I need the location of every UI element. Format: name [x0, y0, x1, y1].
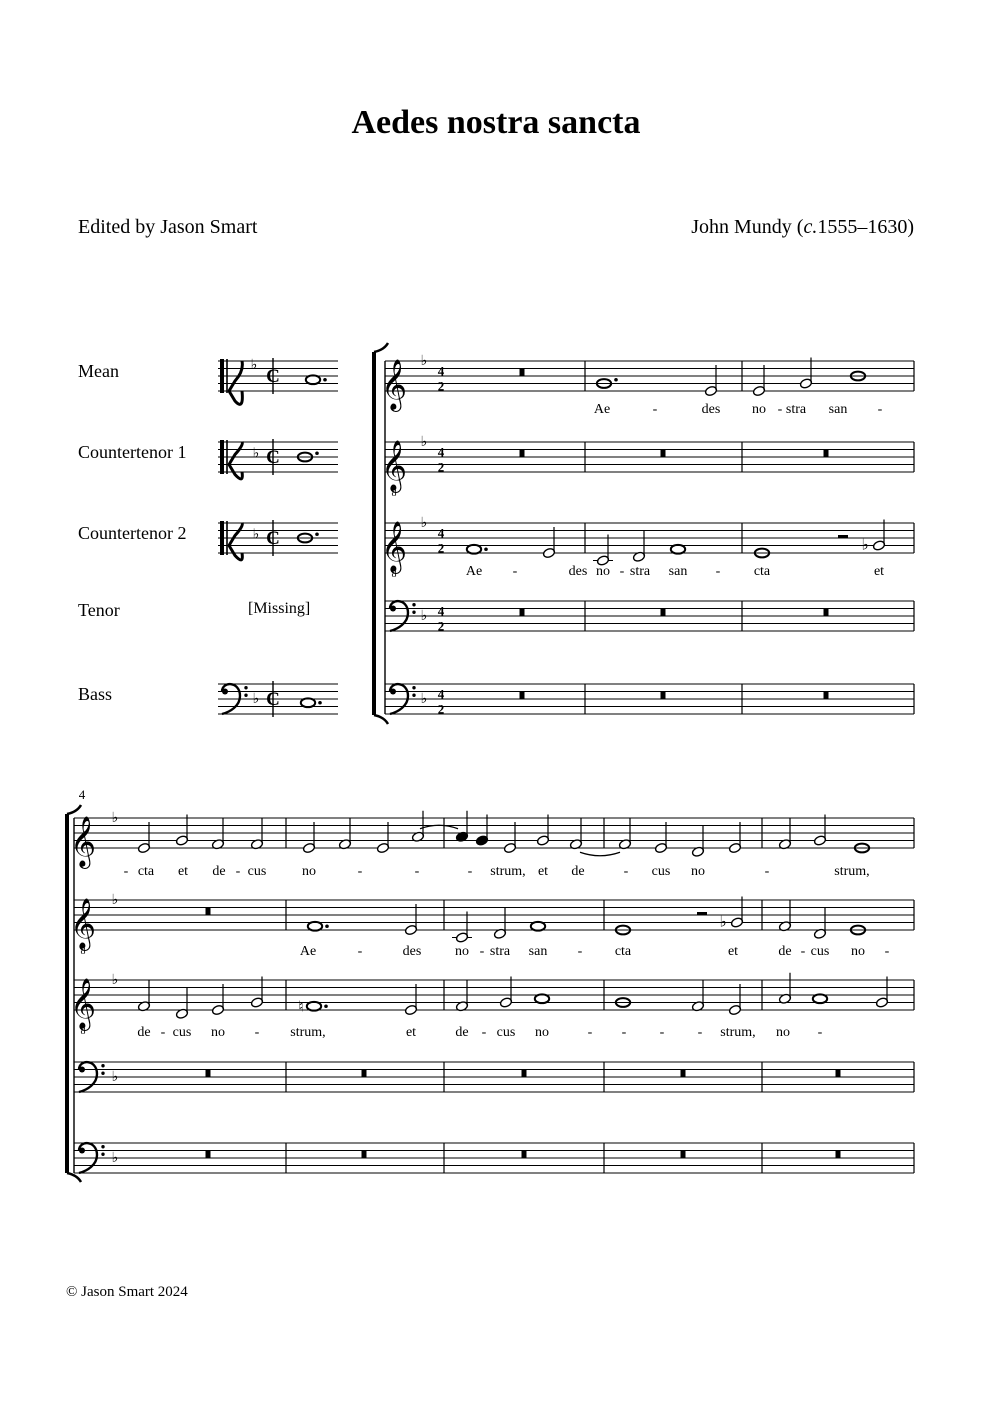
- breve-rest: [681, 1070, 686, 1078]
- tie: [580, 852, 620, 856]
- minim-rest: [838, 535, 848, 538]
- breve-rest: [661, 450, 666, 458]
- lyric-syllable: -: [877, 402, 883, 417]
- key-signature-flat: ♭: [111, 1151, 119, 1166]
- breve-rest: [206, 1151, 211, 1159]
- lyric-syllable: san: [668, 564, 688, 579]
- key-signature-flat: ♭: [252, 692, 260, 707]
- natural-accidental: ♮: [298, 999, 304, 1016]
- c-clef: [229, 523, 242, 546]
- lyric-syllable: -: [123, 864, 129, 879]
- treble-clef: 𝄞: [69, 979, 97, 1028]
- lyric-syllable: cus: [172, 1025, 192, 1040]
- time-signature-bottom: 2: [437, 378, 445, 394]
- lyric-syllable: cus: [810, 944, 830, 959]
- note-head: [535, 994, 549, 1003]
- lyric-syllable: -: [764, 864, 770, 879]
- breve-rest: [824, 450, 829, 458]
- breve-rest: [520, 692, 525, 700]
- lyric-syllable: san: [528, 944, 548, 959]
- lyric-syllable: cus: [247, 864, 267, 879]
- lyric-syllable: no: [211, 1025, 225, 1040]
- bass-clef-dot: [244, 686, 247, 689]
- time-signature-top: 4: [437, 444, 445, 460]
- c-clef: [220, 521, 224, 555]
- lyric-syllable: et: [537, 864, 549, 879]
- time-signature-bottom: 2: [437, 459, 445, 475]
- bass-clef-dot: [101, 1064, 104, 1067]
- composer-dates: 1555–1630): [817, 216, 914, 238]
- time-signature-top: 4: [437, 603, 445, 619]
- lyric-syllable: cus: [496, 1025, 516, 1040]
- lyric-syllable: cta: [614, 944, 632, 959]
- breve-rest: [206, 908, 211, 916]
- lyric-syllable: stra: [489, 944, 511, 959]
- lyric-syllable: -: [715, 564, 721, 579]
- lyric-syllable: -: [652, 402, 658, 417]
- lyric-syllable: -: [479, 944, 485, 959]
- voice-name-bass: Bass: [78, 684, 113, 704]
- lyric-syllable: no: [455, 944, 469, 959]
- key-signature-flat: ♭: [420, 516, 428, 531]
- lyric-syllable: -: [160, 1025, 166, 1040]
- lyric-syllable: stra: [785, 402, 807, 417]
- composer-name: John Mundy (: [691, 216, 804, 238]
- bass-clef-dot: [222, 689, 228, 695]
- key-signature-flat: ♭: [250, 357, 258, 373]
- cut-time-signature: C: [266, 366, 280, 387]
- lyric-syllable: -: [357, 944, 363, 959]
- lyric-syllable: -: [481, 1025, 487, 1040]
- note-head: [531, 922, 545, 931]
- note-head: [301, 698, 315, 707]
- bass-clef-dot: [79, 1067, 85, 1073]
- breve-rest: [520, 450, 525, 458]
- lyric-syllable: san: [828, 402, 848, 417]
- lyric-syllable: Ae: [299, 944, 317, 959]
- bracket-hook: [67, 805, 81, 814]
- lyric-syllable: cta: [137, 864, 155, 879]
- key-signature-flat: ♭: [252, 527, 260, 543]
- lyric-syllable: -: [587, 1025, 593, 1040]
- time-signature-bottom: 2: [437, 540, 445, 556]
- lyric-syllable: des: [402, 944, 422, 959]
- voice-name-tenor: Tenor: [78, 600, 120, 620]
- lyric-syllable: de: [455, 1025, 469, 1040]
- lyric-syllable: des: [701, 402, 721, 417]
- lyric-syllable: -: [467, 864, 473, 879]
- treble-clef: 𝄞: [69, 817, 97, 866]
- key-signature-flat: ♭: [420, 435, 428, 450]
- key-signature-flat: ♭: [111, 1070, 119, 1085]
- composer-circa: c.: [803, 216, 818, 238]
- voice-name-countertenor-2: Countertenor 2: [78, 523, 187, 543]
- note-head: [308, 922, 322, 931]
- augmentation-dot: [315, 451, 319, 455]
- bass-clef-dot: [390, 689, 396, 695]
- octave-marker: 8: [391, 569, 397, 580]
- lyric-syllable: stra: [629, 564, 651, 579]
- bass-clef-dot: [101, 1072, 104, 1075]
- lyric-syllable: Ae: [593, 402, 611, 417]
- augmentation-dot: [325, 924, 329, 928]
- breve-rest: [661, 609, 666, 617]
- treble-clef: 𝄞: [380, 522, 408, 571]
- treble-clef: 𝄞: [380, 441, 408, 490]
- breve-rest: [661, 692, 666, 700]
- c-clef: [229, 391, 242, 404]
- lyric-syllable: -: [697, 1025, 703, 1040]
- note-head: [467, 545, 481, 554]
- measure-number: 4: [78, 787, 86, 802]
- c-clef: [229, 442, 242, 465]
- lyric-syllable: strum,: [834, 864, 870, 879]
- bass-clef-dot: [412, 686, 415, 689]
- lyric-syllable: -: [800, 944, 806, 959]
- minim-rest: [697, 912, 707, 915]
- key-signature-flat: ♭: [111, 893, 119, 908]
- treble-clef: 𝄞: [380, 360, 408, 409]
- lyric-syllable: no: [302, 864, 316, 879]
- lyric-syllable: -: [817, 1025, 823, 1040]
- time-signature-top: 4: [437, 525, 445, 541]
- lyric-syllable: et: [727, 944, 739, 959]
- page-title: Aedes nostra sancta: [351, 104, 641, 141]
- breve-rest: [824, 609, 829, 617]
- note-head: [671, 545, 685, 554]
- lyric-syllable: strum,: [490, 864, 526, 879]
- lyric-syllable: et: [177, 864, 189, 879]
- bass-clef-dot: [101, 1153, 104, 1156]
- bass-clef-dot: [412, 611, 415, 614]
- lyric-syllable: no: [535, 1025, 549, 1040]
- cut-time-signature: C: [266, 528, 280, 549]
- lyric-syllable: et: [873, 564, 885, 579]
- key-signature-flat: ♭: [111, 973, 119, 988]
- lyric-syllable: -: [414, 864, 420, 879]
- lyric-syllable: -: [512, 564, 518, 579]
- breve-rest: [836, 1151, 841, 1159]
- key-signature-flat: ♭: [420, 354, 428, 369]
- lyric-syllable: des: [568, 564, 588, 579]
- octave-marker: 8: [80, 946, 86, 957]
- lyric-syllable: de: [212, 864, 226, 879]
- lyric-syllable: de: [137, 1025, 151, 1040]
- note-head: [813, 994, 827, 1003]
- lyric-syllable: Ae: [465, 564, 483, 579]
- bass-clef-dot: [101, 1145, 104, 1148]
- lyric-syllable: strum,: [290, 1025, 326, 1040]
- c-clef: [220, 440, 224, 474]
- bracket-hook: [374, 343, 388, 352]
- lyric-syllable: no: [851, 944, 865, 959]
- lyric-syllable: -: [619, 564, 625, 579]
- breve-rest: [520, 369, 525, 377]
- augmentation-dot: [324, 1004, 328, 1008]
- bass-clef-dot: [390, 606, 396, 612]
- cut-time-signature: C: [266, 689, 280, 710]
- treble-clef: 𝄞: [69, 899, 97, 948]
- c-clef: [220, 359, 224, 393]
- augmentation-dot: [315, 532, 319, 536]
- lyric-syllable: -: [777, 402, 783, 417]
- lyric-syllable: de: [571, 864, 585, 879]
- copyright-notice: © Jason Smart 2024: [66, 1284, 188, 1300]
- lyric-syllable: strum,: [720, 1025, 756, 1040]
- lyric-syllable: cta: [753, 564, 771, 579]
- augmentation-dot: [318, 701, 322, 705]
- lyric-syllable: no: [596, 564, 610, 579]
- breve-rest: [522, 1151, 527, 1159]
- augmentation-dot: [484, 547, 488, 551]
- flat-accidental: ♭: [861, 537, 869, 554]
- bass-clef-dot: [412, 694, 415, 697]
- voice-name-mean: Mean: [78, 361, 119, 381]
- lyric-syllable: -: [254, 1025, 260, 1040]
- lyric-syllable: -: [623, 864, 629, 879]
- lyric-syllable: no: [752, 402, 766, 417]
- breve-rest: [362, 1151, 367, 1159]
- lyric-syllable: cus: [651, 864, 671, 879]
- bass-clef-dot: [412, 603, 415, 606]
- flat-accidental: ♭: [719, 914, 727, 931]
- breve-rest: [681, 1151, 686, 1159]
- augmentation-dot: [323, 378, 327, 382]
- breve-rest: [206, 1070, 211, 1078]
- octave-marker: 8: [391, 488, 397, 499]
- breve-rest: [520, 609, 525, 617]
- time-signature-bottom: 2: [437, 618, 445, 634]
- bracket-hook: [67, 1173, 81, 1182]
- bracket-hook: [374, 715, 388, 724]
- note-head: [307, 1002, 321, 1011]
- tenor-incipit-missing: [Missing]: [248, 600, 311, 617]
- lyric-syllable: -: [235, 864, 241, 879]
- breve-rest: [836, 1070, 841, 1078]
- bass-clef-dot: [79, 1148, 85, 1154]
- voice-name-countertenor-1: Countertenor 1: [78, 442, 187, 462]
- lyric-syllable: -: [357, 864, 363, 879]
- breve-rest: [522, 1070, 527, 1078]
- lyric-syllable: et: [405, 1025, 417, 1040]
- key-signature-flat: ♭: [420, 692, 428, 707]
- note-head: [306, 375, 320, 384]
- breve-rest: [824, 692, 829, 700]
- lyric-syllable: no: [691, 864, 705, 879]
- lyric-syllable: -: [577, 944, 583, 959]
- time-signature-top: 4: [437, 686, 445, 702]
- time-signature-bottom: 2: [437, 701, 445, 717]
- lyric-syllable: -: [884, 944, 890, 959]
- octave-marker: 8: [80, 1026, 86, 1037]
- lyric-syllable: -: [621, 1025, 627, 1040]
- lyric-syllable: -: [659, 1025, 665, 1040]
- breve-rest: [362, 1070, 367, 1078]
- key-signature-flat: ♭: [111, 811, 119, 826]
- lyric-syllable: de: [778, 944, 792, 959]
- lyric-syllable: no: [776, 1025, 790, 1040]
- time-signature-top: 4: [437, 363, 445, 379]
- key-signature-flat: ♭: [420, 609, 428, 624]
- augmentation-dot: [614, 378, 618, 382]
- key-signature-flat: ♭: [252, 446, 260, 462]
- editor-credit: Edited by Jason Smart: [78, 216, 258, 238]
- bass-clef-dot: [244, 694, 247, 697]
- cut-time-signature: C: [266, 447, 280, 468]
